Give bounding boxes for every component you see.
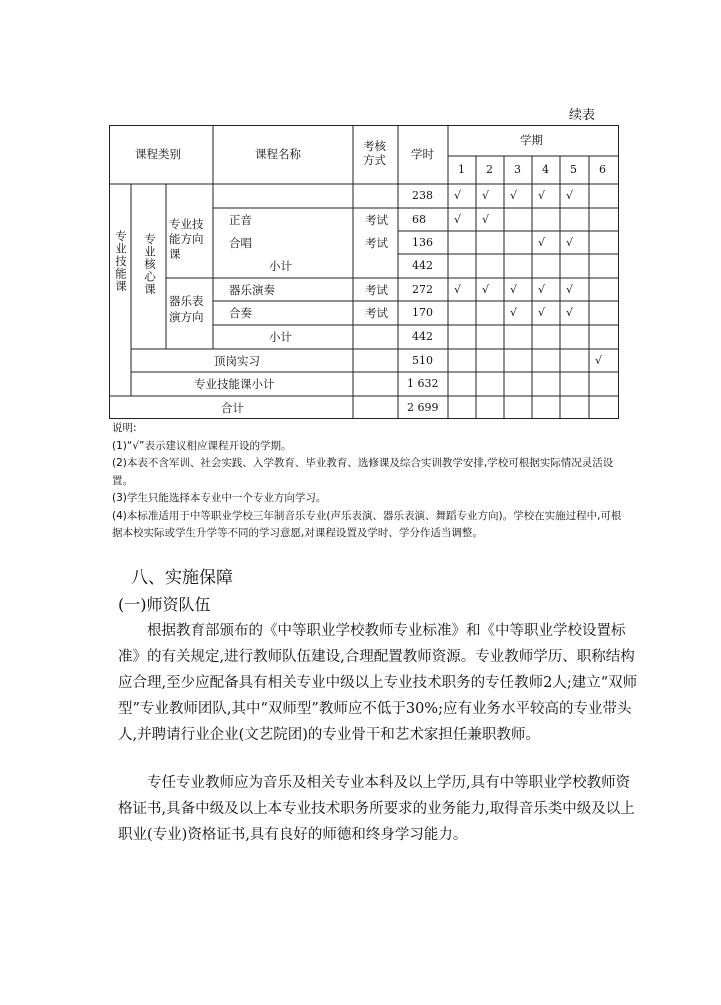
- course-name-cell: 合计: [221, 401, 244, 415]
- section-heading: 八、实施保障: [131, 568, 233, 588]
- check-mark-cell: √: [510, 189, 518, 202]
- header-course-name: 课程名称: [255, 147, 301, 161]
- hours-cell: 442: [412, 330, 433, 343]
- hours-cell: 442: [412, 259, 433, 272]
- course-name-cell: 正音: [229, 213, 252, 227]
- check-mark-cell: √: [538, 236, 546, 249]
- check-mark-cell: √: [566, 189, 574, 202]
- semester-5: 5: [570, 163, 577, 176]
- check-mark-cell: √: [538, 189, 546, 202]
- assessment-cell: 考试: [365, 213, 388, 227]
- check-mark-cell: √: [454, 213, 462, 226]
- semester-3: 3: [514, 163, 521, 176]
- continued-label: 续表: [569, 108, 596, 123]
- hours-cell: 238: [412, 189, 433, 202]
- hours-cell: 68: [412, 213, 426, 226]
- semester-6: 6: [599, 163, 606, 176]
- category-inner: 专业核心课: [143, 233, 157, 296]
- check-mark-cell: √: [482, 189, 490, 202]
- hours-cell: 1 632: [407, 377, 439, 390]
- course-name-cell: 小计: [269, 330, 292, 344]
- category-outer: 专业技能课: [114, 230, 128, 293]
- subsection-heading: (一)师资队伍: [118, 595, 211, 614]
- semester-4: 4: [542, 163, 549, 176]
- check-mark-cell: √: [595, 354, 603, 367]
- hours-cell: 170: [412, 306, 433, 319]
- course-name-cell: 合唱: [229, 236, 252, 250]
- check-mark-cell: √: [454, 283, 462, 296]
- header-hours: 学时: [411, 147, 434, 161]
- semester-2: 2: [486, 163, 493, 176]
- paragraph-text: 专任专业教师应为音乐及相关专业本科及以上学历,具有中等职业学校教师资格证书,具备中级及以上本专业技术职务所要求的业务能力,取得音乐类中级及以上职业(专业)资格证书,具有良好的师德和终身学习能力。: [118, 775, 635, 843]
- paragraph: [118, 770, 638, 848]
- assessment-cell: 考试: [365, 306, 388, 320]
- course-name-cell: 专业技能课小计: [194, 377, 275, 391]
- hours-cell: 510: [412, 354, 433, 367]
- hours-cell: 272: [412, 283, 433, 296]
- check-mark-cell: √: [510, 283, 518, 296]
- semester-1: 1: [458, 163, 465, 176]
- check-mark-cell: √: [566, 306, 574, 319]
- notes-title: 说明:: [112, 422, 137, 434]
- check-mark-cell: √: [566, 283, 574, 296]
- check-mark-cell: √: [538, 306, 546, 319]
- direction-instrumental: 器乐表演方向: [169, 294, 204, 324]
- check-mark-cell: √: [510, 306, 518, 319]
- hours-cell: 2 699: [407, 401, 439, 414]
- course-name-cell: 合奏: [229, 306, 252, 320]
- note-item: (4)本标准适用于中等职业学校三年制音乐专业(声乐表演、器乐表演、舞蹈专业方向)。学校在实施过程中,可根据本校实际或学生升学等不同的学习意愿,对课程设置及学时、学分作适当调整。: [112, 509, 622, 539]
- course-name-cell: 器乐演奏: [229, 283, 275, 297]
- check-mark-cell: √: [482, 283, 490, 296]
- header-category: 课程类别: [135, 147, 181, 161]
- check-mark-cell: √: [482, 213, 490, 226]
- check-mark-cell: √: [454, 189, 462, 202]
- header-semester: 学期: [520, 133, 543, 147]
- curriculum-table: [109, 125, 619, 419]
- course-name-cell: 顶岗实习: [214, 354, 260, 368]
- header-assessment: 考核方式: [363, 139, 386, 167]
- paragraph-text: 根据教育部颁布的《中等职业学校教师专业标准》和《中等职业学校设置标准》的有关规定,进行教师队伍建设,合理配置教师资源。专业教师学历、职称结构应合理,至少应配备具有相关专业中级以上专业技术职务的专任教师2人;建立“双师型”专业教师团队,其中“双师型”教师应不低于30%;应有业务水平较高的专业带头人,并聘请行业企业(文艺院团)的专业骨干和艺术家担任兼职教师。: [118, 623, 638, 743]
- notes-section: [104, 420, 624, 543]
- paragraph: [118, 618, 638, 748]
- hours-cell: 136: [412, 236, 433, 249]
- note-item: (3)学生只能选择本专业中一个专业方向学习。: [112, 492, 327, 504]
- course-name-cell: 小计: [269, 259, 292, 273]
- check-mark-cell: √: [538, 283, 546, 296]
- note-item: (1)“√”表示建议相应课程开设的学期。: [112, 439, 292, 452]
- assessment-cell: 考试: [365, 236, 388, 250]
- assessment-cell: 考试: [365, 283, 388, 297]
- note-item: (2)本表不含军训、社会实践、入学教育、毕业教育、选修课及综合实训教学安排,学校可根据实际情况灵活设置。: [112, 457, 614, 487]
- direction-vocal: 专业技能方向课: [169, 217, 204, 261]
- check-mark-cell: √: [566, 236, 574, 249]
